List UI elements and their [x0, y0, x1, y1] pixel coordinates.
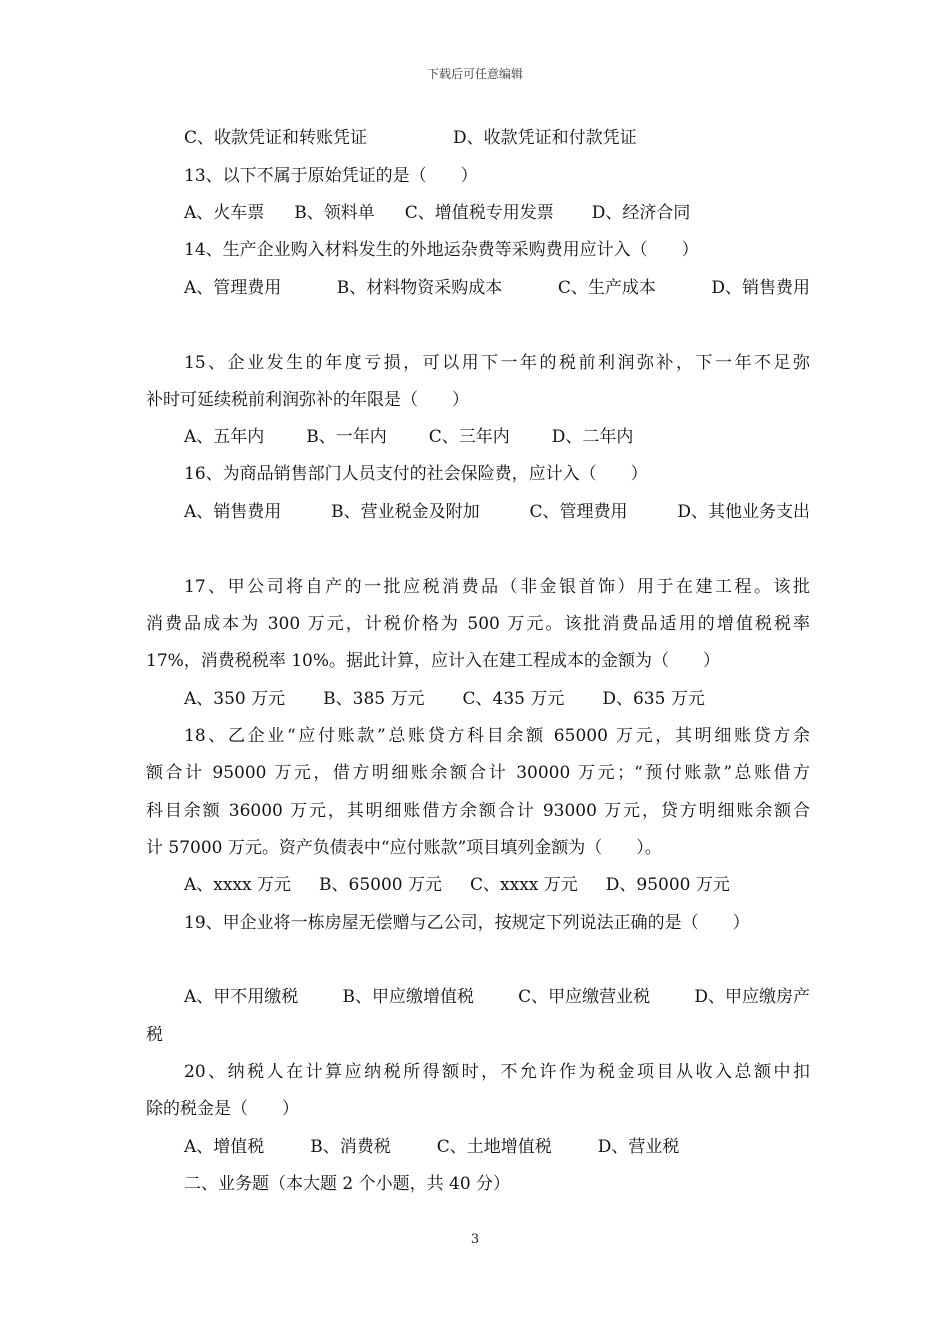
q20-stem-line-2: 除的税金是（ ）	[146, 1099, 299, 1119]
q18-option-b: B、65000 万元	[319, 875, 443, 895]
q16-options	[184, 500, 810, 524]
q13-option-c: C、增值税专用发票	[404, 203, 554, 223]
q16-option-c: C、管理费用	[529, 502, 628, 522]
q20-option-a: A、增值税	[184, 1137, 265, 1157]
q13-option-a: A、火车票	[184, 203, 265, 223]
q16-stem: 16、为商品销售部门人员支付的社会保险费，应计入（ ）	[184, 464, 648, 484]
q14-stem: 14、生产企业购入材料发生的外地运杂费等采购费用应计入（ ）	[184, 240, 699, 260]
q14-option-c: C、生产成本	[557, 278, 656, 298]
q18-option-d: D、95000 万元	[605, 875, 730, 895]
q15-stem-line-2: 补时可延续税前利润弥补的年限是（ ）	[146, 390, 469, 410]
q18-stem-line-3: 科目余额 36000 万元，其明细账借方余额合计 93000 万元，贷方明细账余额合	[146, 801, 810, 821]
q17-options	[184, 687, 810, 711]
q13-option-d: D、经济合同	[591, 203, 691, 223]
q19-options-continuation: 税	[146, 1025, 163, 1045]
q16-option-d: D、其他业务支出	[677, 502, 810, 522]
q13-stem: 13、以下不属于原始凭证的是（ ）	[184, 166, 478, 186]
q18-stem-line-1: 18、乙企业“应付账款”总账贷方科目余额 65000 万元，其明细账贷方余	[184, 726, 810, 746]
q17-option-c: C、435 万元	[462, 689, 565, 709]
q13-options	[184, 201, 810, 225]
q18-stem-line-2: 额合计 95000 万元，借方明细账余额合计 30000 万元；“预付账款”总账借方	[146, 763, 810, 783]
section-two-heading: 二、业务题（本大题 2 个小题，共 40 分）	[184, 1174, 511, 1194]
q18-options	[184, 873, 810, 897]
header-note: 下载后可任意编辑	[426, 67, 523, 81]
q18-stem-line-4: 计 57000 万元。资产负债表中“应付账款”项目填列金额为（ ）。	[146, 838, 662, 858]
q18-option-c: C、xxxx 万元	[470, 875, 578, 895]
q17-option-d: D、635 万元	[602, 689, 705, 709]
q13-option-b: B、领料单	[294, 203, 375, 223]
q14-options	[184, 276, 810, 300]
q12-option-d: D、收款凭证和付款凭证	[453, 128, 637, 148]
q14-option-a: A、管理费用	[184, 278, 282, 298]
q19-option-d: D、甲应缴房产	[694, 987, 810, 1007]
q15-option-d: D、二年内	[551, 427, 634, 447]
q20-options	[184, 1135, 810, 1159]
q20-option-c: C、土地增值税	[436, 1137, 552, 1157]
q19-stem: 19、甲企业将一栋房屋无偿赠与乙公司，按规定下列说法正确的是（ ）	[184, 913, 750, 933]
page-number: 3	[470, 1232, 480, 1247]
q17-stem-line-3: 17%，消费税税率 10%。据此计算，应计入在建工程成本的金额为（ ）	[146, 651, 720, 671]
q19-options	[184, 985, 810, 1009]
q14-option-b: B、材料物资采购成本	[336, 278, 503, 298]
q12-option-c: C、收款凭证和转账凭证	[184, 128, 368, 148]
q15-stem-line-1: 15、企业发生的年度亏损，可以用下一年的税前利润弥补，下一年不足弥	[184, 353, 810, 373]
q14-option-d: D、销售费用	[711, 278, 810, 298]
q17-stem-line-1: 17、甲公司将自产的一批应税消费品（非金银首饰）用于在建工程。该批	[184, 577, 810, 597]
q16-option-b: B、营业税金及附加	[331, 502, 480, 522]
q15-option-c: C、三年内	[428, 427, 510, 447]
q19-option-b: B、甲应缴增值税	[342, 987, 474, 1007]
q12-options	[184, 126, 810, 150]
q20-option-d: D、营业税	[597, 1137, 680, 1157]
q19-option-a: A、甲不用缴税	[184, 987, 299, 1007]
q17-stem-line-2: 消费品成本为 300 万元，计税价格为 500 万元。该批消费品适用的增值税税率	[146, 614, 810, 634]
q20-option-b: B、消费税	[310, 1137, 391, 1157]
q17-option-a: A、350 万元	[184, 689, 286, 709]
q18-option-a: A、xxxx 万元	[184, 875, 292, 895]
q17-option-b: B、385 万元	[323, 689, 425, 709]
q15-option-b: B、一年内	[306, 427, 387, 447]
q19-option-c: C、甲应缴营业税	[518, 987, 651, 1007]
q15-option-a: A、五年内	[184, 427, 265, 447]
q20-stem-line-1: 20、纳税人在计算应纳税所得额时，不允许作为税金项目从收入总额中扣	[184, 1062, 810, 1082]
q16-option-a: A、销售费用	[184, 502, 282, 522]
q15-options	[184, 425, 810, 449]
